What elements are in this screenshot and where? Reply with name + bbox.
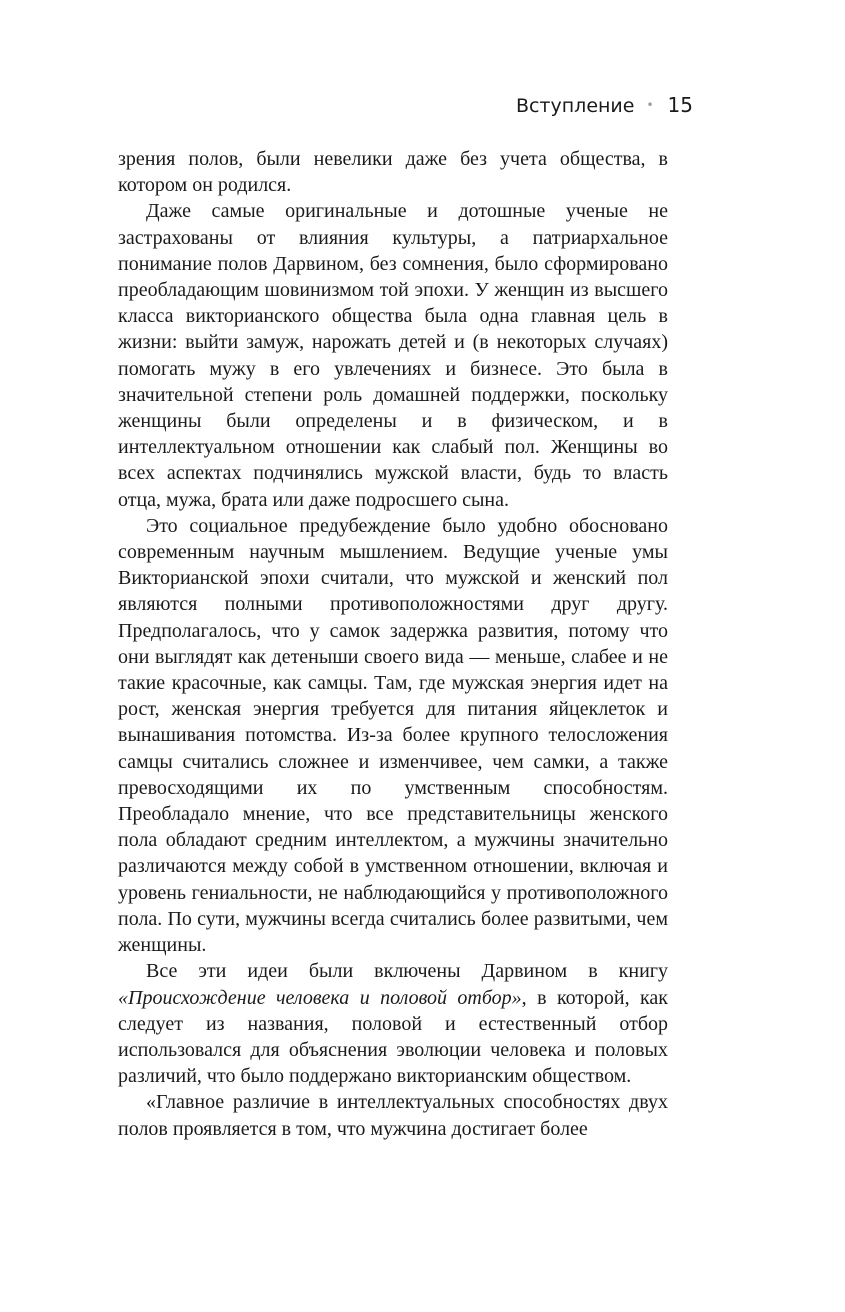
paragraph: Даже самые оригинальные и дотошные ученые не застрахованы от влияния культуры, а патриархальное понимание полов Дарвином, без сомнения, было сформировано преобладающим шовинизмом той эпохи. У женщин из высшего класса викторианского общества была одна главная цель в жизни: выйти замуж, нарожать детей и (в некоторых случаях) помогать мужу в его увлечениях и бизнесе. Это была в значительной степени роль домашней поддержки, поскольку женщины были определены и в физическом, и в интеллектуальном отношении как слабый пол. Женщины во всех аспектах подчинялись мужской власти, будь то власть отца, мужа, брата или даже подросшего сына. (118, 200, 668, 511)
paragraph-with-book-title (118, 958, 668, 1089)
running-head (516, 92, 693, 119)
paragraph-quote: «Главное различие в интеллектуальных способностях двух полов проявляется в том, что мужчина достигает более (118, 1091, 668, 1140)
body-text (118, 146, 668, 1142)
bullet-separator: • (646, 98, 654, 112)
paragraph: Это социальное предубеждение было удобно обосновано современным научным мышлением. Ведущие ученые умы Викторианской эпохи считали, что мужской и женский пол являются полными противоположностями друг другу. Предполагалось, что у самок задержка развития, потому что они выглядят как детеныши своего вида — меньше, слабее и не такие красочные, как самцы. Там, где мужская энергия идет на рост, женская энергия требуется для питания яйцеклеток и вынашивания потомства. Из-за более крупного телосложения самцы считались сложнее и изменчивее, чем самки, а также превосходящими их по умственным способностям. Преобладало мнение, что все представительницы женского пола обладают средним интеллектом, а мужчины значительно различаются между собой в умственном отношении, включая и уровень гениальности, не наблюдающийся у противоположного пола. По сути, мужчины всегда считались более развитыми, чем женщины. (118, 514, 668, 957)
paragraph-text-before: Все эти идеи были включены Дарвином в книгу (146, 960, 668, 983)
book-title: «Происхождение человека и половой отбор» (118, 986, 522, 1009)
page-number: 15 (667, 93, 693, 117)
chapter-title: Вступление (515, 95, 635, 117)
paragraph-continued: зрения полов, были невелики даже без учета общества, в котором он родился. (118, 148, 668, 197)
paragraph-text-after: , в которой, как следует из названия, половой и естественный отбор использовался для объяснения эволюции человека и половых различий, что было поддержано викторианским обществом. (118, 986, 668, 1088)
